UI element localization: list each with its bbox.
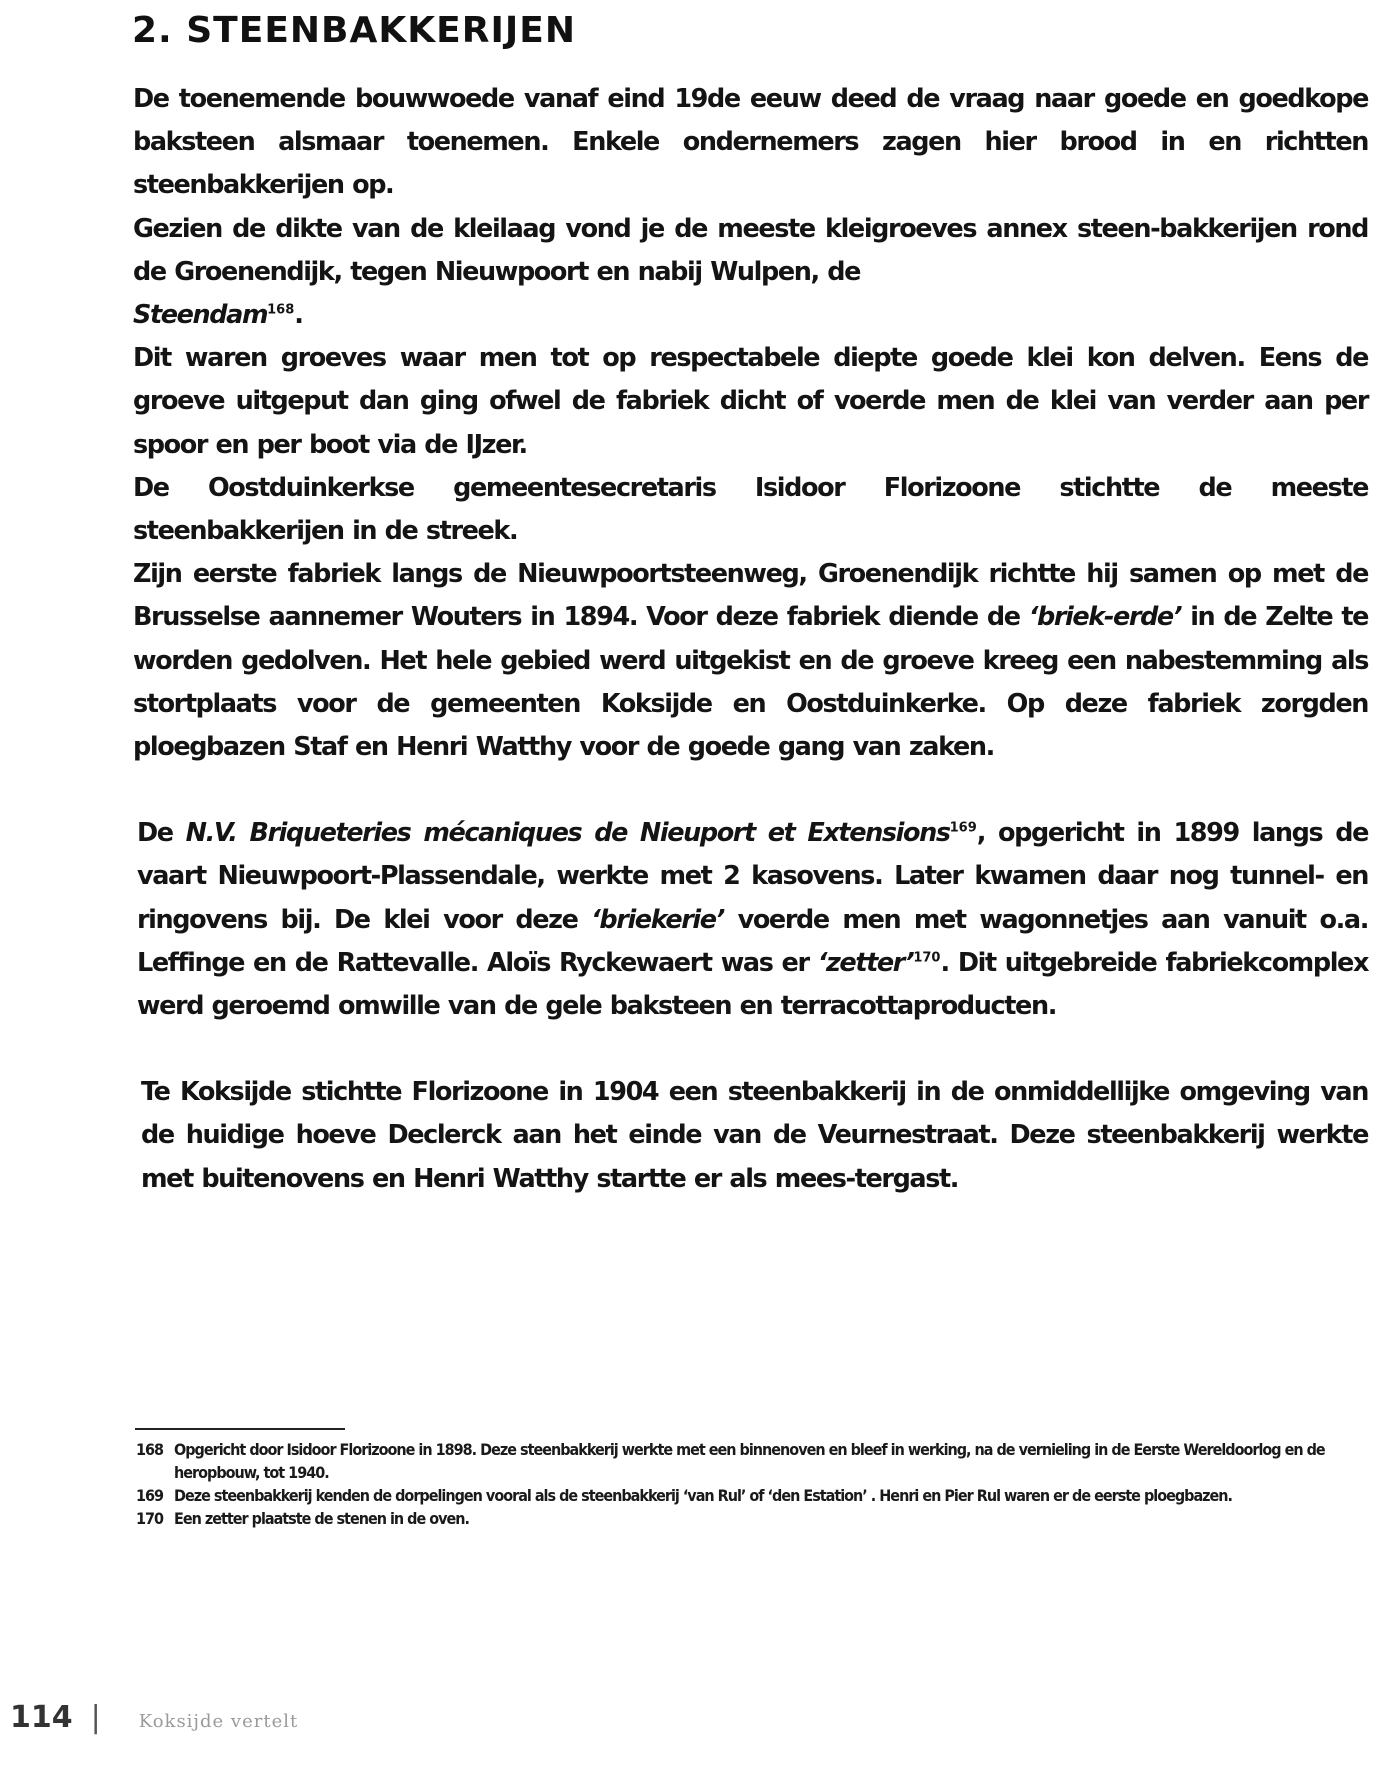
footnote-ref-168: 168 — [267, 302, 295, 318]
paragraph-gap — [133, 1028, 1368, 1071]
body-text — [133, 78, 1368, 1201]
paragraph-gap — [133, 769, 1368, 812]
italic-steendam: Steendam — [133, 300, 268, 331]
paragraph-eerste-fabriek — [133, 553, 1368, 769]
paragraph-briqueteries-text-d: . Dit uitgebreide fabriekcomplex werd geroemd omwille van de gele baksteen en terracottaproducten. — [137, 947, 1368, 1022]
italic-zetter: ‘zetter’ — [817, 947, 914, 978]
page-number: 114 — [10, 1700, 73, 1735]
paragraph-kleilaag: Gezien de dikte van de kleilaag vond je de meeste kleigroeves annex steen-bakkerijen rond de Groenendijk, tegen Nieuwpoort en nabij Wulpen, de Steendam$^{168}$. — [133, 213, 1368, 331]
footnote-text: Een zetter plaatste de stenen in de oven. — [174, 1509, 469, 1528]
footnote-169 — [136, 1484, 1371, 1507]
italic-briek-erde: ‘briek-erde’ — [1028, 602, 1182, 633]
paragraph-eerste-fabriek-text-b: in de Zelte te worden gedolven. Het hele gebied werd uitgekist en de groeve kreeg een nabestemming als stortplaats voor de gemeenten Koksijde en Oostduinkerke. Op deze fabriek zorgden ploegbazen Staf en Henri Watthy voor de goede gang van zaken. — [133, 602, 1369, 763]
footnote-ref-170: 170 — [913, 950, 941, 966]
footnote-number: 169 — [136, 1486, 164, 1505]
footnote-number: 170 — [136, 1509, 164, 1528]
footnote-168 — [136, 1438, 1371, 1484]
page-footer — [10, 1700, 298, 1735]
footnote-ref-169: 169 — [949, 820, 977, 836]
footnote-text: Opgericht door Isidoor Florizoone in 1898. Deze steenbakkerij werkte met een binnenoven en bleef in werking, na de vernieling in de Eerste Wereldoorlog en de heropbouw, tot 1940. — [174, 1440, 1325, 1482]
footnotes — [136, 1438, 1371, 1530]
paragraph-kleilaag-text: Gezien de dikte van de kleilaag vond je de meeste kleigroeves annex steen-bakkerijen rond de Groenendijk, tegen Nieuwpoort en nabij Wulpen, de — [133, 213, 1368, 287]
footnote-170 — [136, 1507, 1371, 1530]
paragraph-briqueteries-text-b: , opgericht in 1899 langs de vaart Nieuwpoort-Plassendale, werkte met 2 kasovens. Later kwamen daar nog tunnel- en ringovens bij. De klei voor deze — [137, 818, 1369, 935]
paragraph-briqueteries-text-a: De — [137, 818, 173, 849]
italic-briekerie: ‘briekerie’ — [591, 904, 724, 935]
footnote-divider — [135, 1428, 345, 1430]
paragraph-briqueteries — [133, 812, 1368, 1028]
paragraph-intro: De toenemende bouwwoede vanaf eind 19de eeuw deed de vraag naar goede en goedkope baksteen alsmaar toenemen. Enkele ondernemers zagen hier brood in en richtten steenbakkerijen op. — [133, 84, 1368, 201]
italic-company-name: N.V. Briqueteries mécaniques de Nieuport et Extensions — [185, 818, 950, 849]
paragraph-koksijde: Te Koksijde stichtte Florizoone in 1904 een steenbakkerij in de onmiddellijke omgeving van de huidige hoeve Declerck aan het einde van de Veurnestraat. Deze steenbakkerij werkte met buitenovens en Henri Watthy startte er als mees-tergast. — [141, 1077, 1368, 1194]
footnote-number: 168 — [136, 1440, 164, 1459]
footnote-text: Deze steenbakkerij kenden de dorpelingen vooral als de steenbakkerij ‘van Rul’ of ‘den Estation’ . Henri en Pier Rul waren er de eerste ploegbazen. — [174, 1486, 1233, 1505]
paragraph-florizoone: De Oostduinkerkse gemeentesecretaris Isidoor Florizoone stichtte de meeste steenbakkerijen in de streek. — [133, 472, 1368, 547]
paragraph-briqueteries-text-c: voerde men met wagonnetjes aan vanuit o.a. Leffinge en de Rattevalle. Aloïs Ryckewaert was er — [137, 904, 1368, 978]
running-title: Koksijde vertelt — [138, 1711, 299, 1732]
section-heading: 2. STEENBAKKERIJEN — [132, 10, 576, 51]
paragraph-eerste-fabriek-text-a: Zijn eerste fabriek langs de Nieuwpoortsteenweg, Groenendijk richtte hij samen op met de Brusselse aannemer Wouters in 1894. Voor deze fabriek diende de — [133, 559, 1368, 633]
footer-separator: | — [90, 1700, 101, 1735]
paragraph-groeves: Dit waren groeves waar men tot op respectabele diepte goede klei kon delven. Eens de groeve uitgeput dan ging ofwel de fabriek dicht of voerde men de klei van verder aan per spoor en per boot via de IJzer. — [133, 343, 1368, 460]
